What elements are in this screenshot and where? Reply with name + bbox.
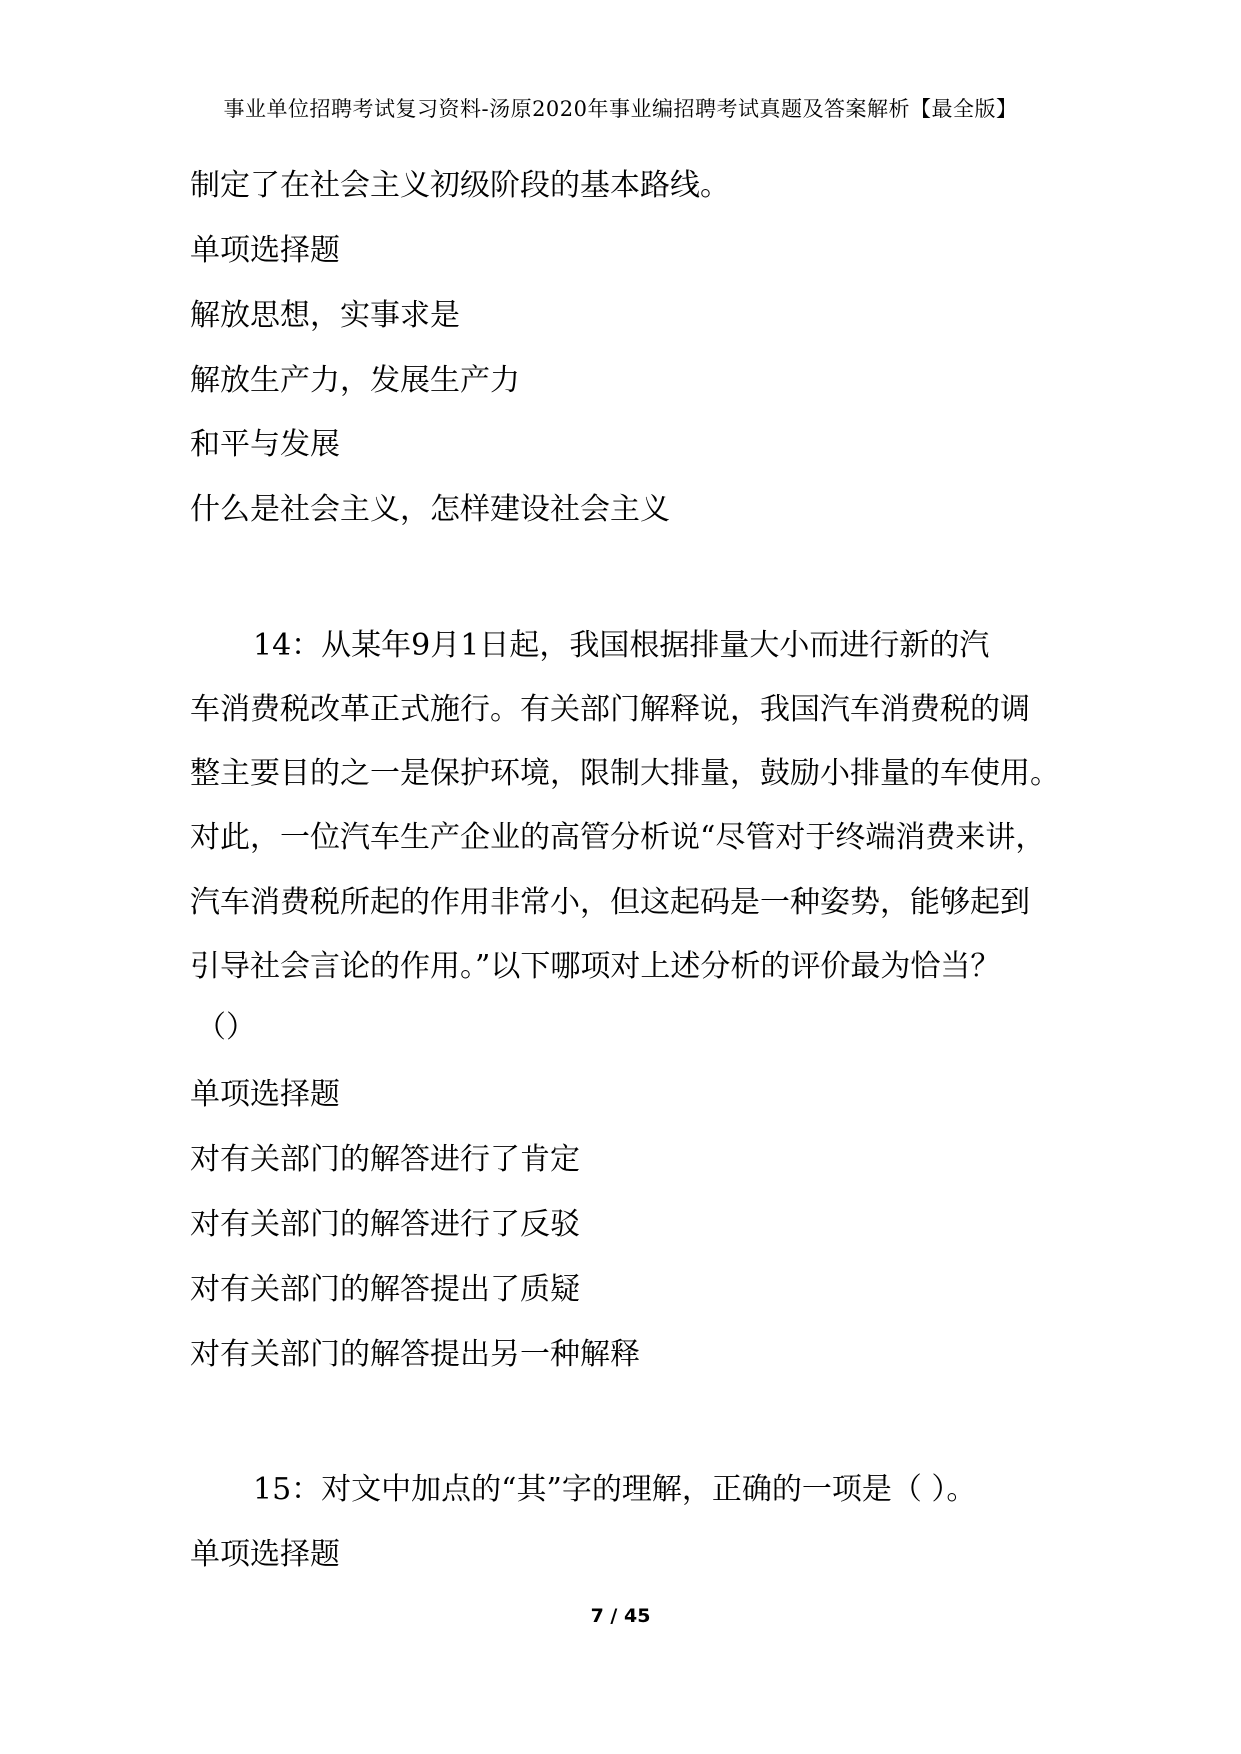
option-b: 解放生产力，发展生产力 xyxy=(190,363,520,398)
question-14-stem-line: 车消费税改革正式施行。有关部门解释说，我国汽车消费税的调 xyxy=(190,692,1030,727)
question-14-stem-line: （） xyxy=(196,1010,256,1045)
option-a: 解放思想，实事求是 xyxy=(190,298,460,333)
page-number: 7 / 45 xyxy=(590,1605,651,1627)
option-d: 什么是社会主义，怎样建设社会主义 xyxy=(190,492,670,527)
question-14-stem-line: 汽车消费税所起的作用非常小，但这起码是一种姿势，能够起到 xyxy=(190,885,1030,920)
question-type-label: 单项选择题 xyxy=(190,233,340,268)
option-d: 对有关部门的解答提出另一种解释 xyxy=(190,1337,640,1372)
question-15-stem: 15：对文中加点的“其”字的理解，正确的一项是（ ）。 xyxy=(253,1472,977,1507)
option-b: 对有关部门的解答进行了反驳 xyxy=(190,1207,580,1242)
question-14-stem-line: 引导社会言论的作用。”以下哪项对上述分析的评价最为恰当？ xyxy=(190,949,1001,984)
page-header: 事业单位招聘考试复习资料-汤原2020年事业编招聘考试真题及答案解析【最全版】 xyxy=(223,97,1018,121)
question-text-line: 制定了在社会主义初级阶段的基本路线。 xyxy=(190,168,730,203)
question-type-label: 单项选择题 xyxy=(190,1537,340,1572)
question-14-stem-line: 14：从某年9月1日起，我国根据排量大小而进行新的汽 xyxy=(253,628,990,663)
option-c: 对有关部门的解答提出了质疑 xyxy=(190,1272,580,1307)
option-c: 和平与发展 xyxy=(190,427,340,462)
option-a: 对有关部门的解答进行了肯定 xyxy=(190,1142,580,1177)
question-type-label: 单项选择题 xyxy=(190,1077,340,1112)
question-14-stem-line: 整主要目的之一是保护环境，限制大排量，鼓励小排量的车使用。 xyxy=(190,756,1060,791)
question-14-stem-line: 对此，一位汽车生产企业的高管分析说“尽管对于终端消费来讲， xyxy=(190,820,1046,855)
